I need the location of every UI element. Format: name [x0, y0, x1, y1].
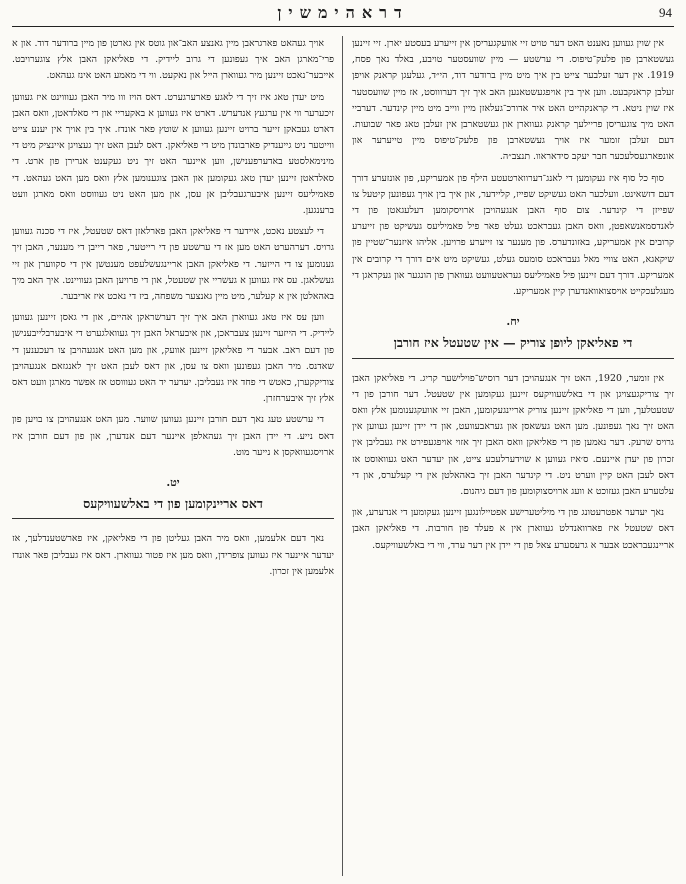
paragraph: אין זומער, 1920, האט זיך אנגעהויבן דער רוסיש־פוילישער קריג. די פאליאקן האבן זיך צוריקגעצויגן און די באלשעוויקעס זיינען געקומען אין שטעטל. דער חורבן פון די שטעטלעך, ווען די פאליאקן זיינען צוריק אריינגעקומען, האבן זיי אוועקגענומען אלץ וואס האט זיך נאך געפונען. מען האט געשאסן און געראבעוועט, און די יידן זיינען געווען אין גרויס שרעק. דער נאמען פון די פאליאקן וואס האבן זיך אזוי אויפגעפירט איז געבליבן אין זכרון פון יעדן איינעם. ס׳איז געווען א שוידערלעכע צייט, און יעדער האט געוואוסט אז דאס לעבן האט קיין ווערט ניט. די קינדער האבן זיך באהאלטן אין די קעלערס, און די עלטערע האבן געזוכט א וועג ארויסצוקומען פון דעם גיהנום. [352, 372, 674, 498]
paragraph: ווען עס איז טאג געווארן האב איך זיך דערשראקן אהיים, און די גאסן זיינען געווען ליידיק. די הייזער זיינען צעבראכן, און איבעראל האבן זיך געוואלגערט די איבערבלייבענישן פון דעם ראב. אבער די פאליאקן זיינען אוועק, און מען האט אנגעהויבן צו רעכענען די שאדנס. מיר האבן געפונען וואס צו עסן, און דאס לעבן האט זיך לאנגזאם אנגעהויבן צוריקקערן, כאטש די פחד איז געבליבן. יעדער יד האט געוווסט אז אפשר מארגן וועט דאס אלץ זיך איבערחזרן. [12, 312, 334, 405]
paragraph: די ערשטע טעג נאך דעם חורבן זיינען געווען שווער. מען האט אנגעהויבן צו בויען פון דאס נייע. די יידן האבן זיך געהאלפן איינער דעם אנדערן, און פון דעם חורבן איז ארויסגעוואקסן א נייער מוט. [12, 414, 334, 458]
paragraph: מיט יעדן טאג איז זיך די לאגע פארערגערט. דאס הויז ווו מיר האבן געוווינט איז געווען זיכערער ווי אין ערגעץ אנדערש. דארט איז געווען א באקעריי און די סאלדאטן, וואס האבן דארט געבאקן זייער ברויט זיינען געווען א שוטץ פאר אונדז. איך בין אויך אין יענע צייט ווייטער ניט גייענדיק פארבונדן מיט די פאליאקן. דאס לעבן האט זיך געצויגן איינציק מיט די מינימאלסטע באדערפענישן, ווען איינער האט זיך ניט געקענט אנרירן פון ארט. די סאלדאטן זיינען יעדן טאג געקומען און האבן צוגענומען אלץ וואס מען האט געהאט. די פאמיליעס זיינען איבערגעבליבן אן עסן, און מען האט ניט געוווסט וואס מארגן וועט ברענגען. [12, 91, 334, 217]
paragraph: נאך יעדער אפטרעטונג פון די מיליטערישע אפטיילונגען זיינען געקומען די אנדערע, און דאס שטעטל איז פארוואנדלט געווארן אין א פעלד פון חורבות. די פאליאקן האבן אריינגעבראכט אבער א גרעסערע צאל פון די יידן אין דער ערד, ווי די באלשעוויקעס. [352, 507, 674, 551]
right-column [352, 36, 674, 878]
page-number: 94 [659, 5, 672, 20]
paragraph: אויך געהאט פארגראבן מיין גאנצע האב־און גוטס אין גארטן פון מיין ברודער דוד. און א פרי־מארגן האב איך געפונען די גרוב ליידיק. די פאליאקן האבן אלץ צוגערויבט. אייבער־נאכט זיינען מיר געווארן הייל און נאקעט. ווי די מאמע האט אינז געהאט. [12, 38, 334, 82]
section-title: דאס אריינקומען פון די באלשעוויקעס [12, 496, 334, 519]
running-title: דראהימשין [277, 3, 409, 22]
section-number: יח. [506, 315, 520, 329]
paragraph: אין שוין געווען נאענט האט דער טויט זיי אוועקגעריסן אין זייערע בעסטע יארן. זיי זיינען געשטארבן פון פלעק־טיפוס. די ערשטע — מיין שוועסטער טויבע, באלד נאך פסח, 1919. אין דער זעלבער צייט בין איך מיט מיין ברודער דוד, הי״ד, געלעגן קראנק אויפן זעלבן קראנקבעט. ווען איך בין אויפגעשטאנען האב איך זיך דערוווסט, אז מיין שוועסטער איז שוין ניטא. די קראנקהייט האט איר אדורכ־געלאזן מיין ווייב מיט מיין קינדער. דערביי האט מיך צוגעריסן פריילעך קראנק געווארן און געשטארבן אין זעלבן טאג פאר שבועות. דעם זעלבן זומער איז אויך געשטארבן פון פלעק־טיפוס מיין טייערער און אונפארגעסלעכער חבר יעקב סידאראוו. תנצב״ה. [352, 38, 674, 163]
column-divider [342, 36, 343, 876]
paragraph: די לעצטע נאכט, איידער די פאליאקן האבן פארלאזן דאס שטעטל, איז די סכנה געווען גרויס. דערהערט האט מען אז די ערשטע פון די רייטער, פאר רייבן די מענער, האבן זיך גענומען צו די הייזער. די פאליאקן האבן אריינגעשלעפט מענטשן אין די סקווערן און זיי געשלאגן. עס איז געווען א געשריי אין שטעטל, און די פרויען האבן געוויינט. איך האב מיך באהאלטן אין א קעלער, מיט מיין גאנצער משפחה, ביז די נאכט איז אריבער. [12, 226, 334, 303]
section-number: יט. [166, 476, 180, 490]
paragraph: נאך דעם אלעמען, וואס מיר האבן געליטן פון די פאליאקן, איז פארשטענדלעך, אז יעדער איינער איז געווען צופרידן, וואס מען איז פטור געווארן. דאס איז געבליבן פאר אונדז אלעמען אין זכרון. [12, 533, 334, 577]
page-header [12, 2, 674, 27]
paragraph: סוף כל סוף איז געקומען די לאנג־דערווארטעטע הילף פון אמעריקע, פון אונזערע דורך דעם דזשאינט. וועלכער האט געשיקט שפייז, קליידער, און איך בין אויך געפונען קיטעל צו שפייזן די קינדער. צום סוף האבן אנגעהויבן ארויסקומען דעלעגאטן פון די לאנדסמאנשאפטן, וואס האבן געבראכט געלט פאר פיל פאמיליעס געשיקט פון זייערע קרובים אין אמעריקע, באזונדערס. פון מענער צו זייערע פרויען. אליהו איזנער־שטיין פון שיקאגא, האט צוויי מאל געבראכט סומעס געלט, געשיקט מיט אים דורך די קרובים אין אמעריקע. דורך דעם זיינען פיל פאמיליעס געראטעוועט געווארן פון הונגער און געקראגן די מעגלעכקייט אויסצואוואנדערן קיין אמעריקע. [352, 172, 674, 298]
section-title: די פאליאקן ליופן צוריק — אין שטעטל איז חורבן [352, 335, 674, 358]
left-column [12, 36, 334, 878]
